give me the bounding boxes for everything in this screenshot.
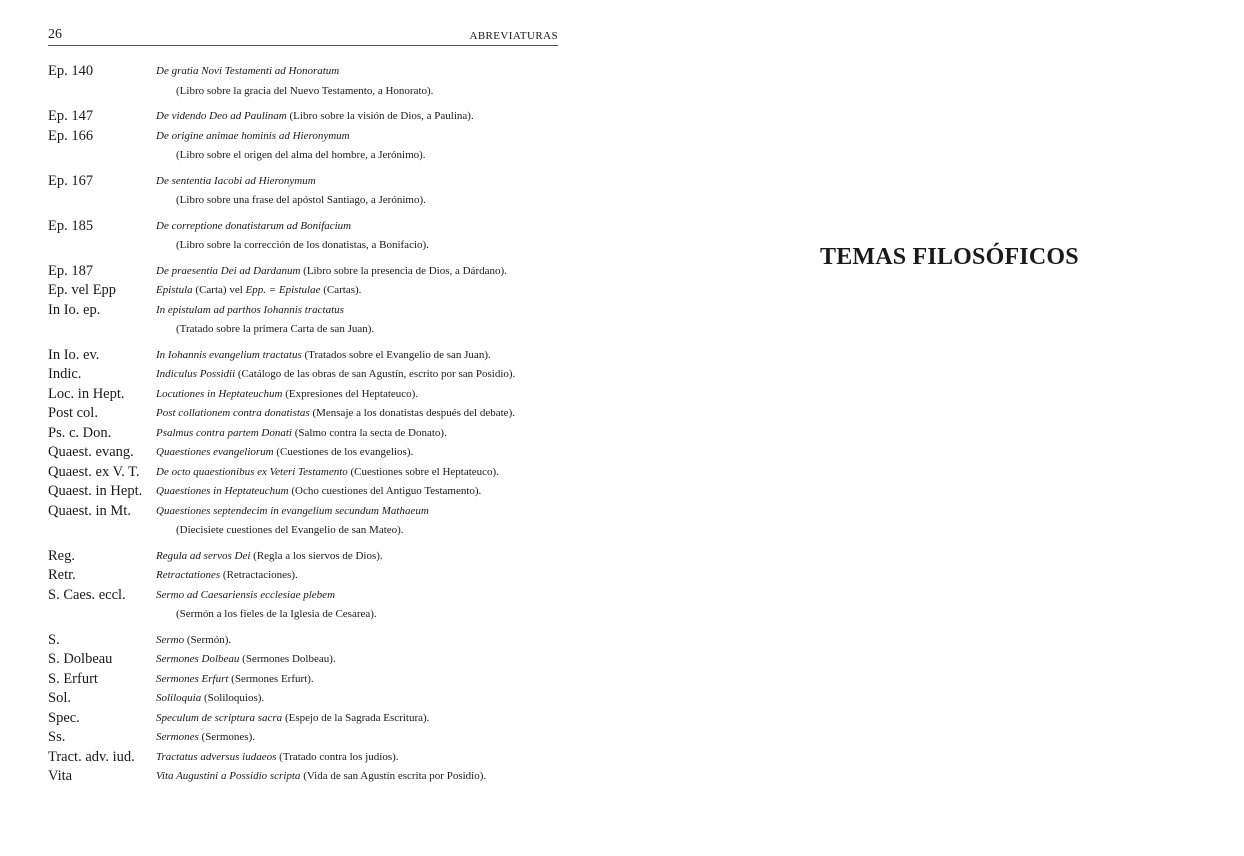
work-title: In Iohannis evangelium tractatus [156,348,302,361]
work-title: Sermones Erfurt [156,672,229,685]
abbreviation-entry [48,670,558,690]
work-translation-continued: (Libro sobre la gracia del Nuevo Testamento, a Honorato). [176,84,434,97]
work-title: Locutiones in Heptateuchum [156,387,283,400]
work-title: Vita Augustini a Possidio scripta [156,770,301,782]
work-description [156,767,556,787]
abbreviation-entry [48,547,558,567]
abbreviation: Vita [48,768,73,784]
abbreviation: In Io. ev. [48,346,100,363]
work-description [156,547,556,567]
work-title: Sermo [156,633,185,646]
abbreviation-entry [48,107,558,127]
abbreviation: Ep. 167 [48,172,94,189]
abbreviation: Indic. [48,366,82,382]
work-title: Quaestiones in Heptateuchum [156,485,289,497]
abbreviation-entry [48,728,558,748]
work-description [156,443,556,463]
work-title: De gratia Novi Testamenti ad Honoratum [156,65,340,77]
work-description [156,566,556,586]
abbreviation: S. Caes. eccl. [48,586,126,603]
work-description [156,631,556,651]
abbreviation-entry [48,631,558,651]
abbreviation-entry [48,172,558,211]
abbreviation: Ps. c. Don. [48,424,112,441]
abbreviation-entry [48,404,558,424]
abbreviation-entry [48,346,558,366]
right-page [620,0,1240,856]
work-translation: (Mensaje a los donatistas después del debate). [312,407,515,419]
work-translation: (Ocho cuestiones del Antiguo Testamento). [291,485,482,497]
work-title: Regula ad servos Dei [156,549,251,562]
work-description [156,62,556,101]
abbreviation: Ep. 166 [48,127,94,144]
work-title: Tractatus adversus iudaeos [156,750,277,763]
work-translation: (Tratado contra los judíos). [279,750,399,763]
work-description [156,404,556,424]
abbreviation: Ep. 185 [48,217,94,234]
work-description [156,586,556,625]
work-description [156,262,556,282]
work-translation-continued: (Diecisiete cuestiones del Evangelio de san Mateo). [176,524,404,536]
work-title: De correptione donatistarum ad Bonifacium [156,219,352,232]
abbreviation-entry [48,424,558,444]
abbreviation-entry [48,482,558,502]
abbreviation: Ep. 187 [48,262,94,279]
abbreviation-entry [48,566,558,586]
work-title: Sermones [156,731,199,743]
work-translation: (Sermón). [186,633,232,646]
abbreviation-entry [48,586,558,625]
work-title: Psalmus contra partem Donati [156,426,292,439]
abbreviation: S. [48,631,60,648]
abbreviation: Post col. [48,405,98,421]
work-description [156,463,556,483]
abbreviation: Quaest. evang. [48,444,134,460]
work-translation: (Salmo contra la secta de Donato). [294,426,447,439]
work-translation: (Regla a los siervos de Dios). [253,549,383,562]
abbreviation-entry [48,748,558,768]
work-description [156,728,556,748]
abbreviation-entry [48,650,558,670]
abbreviation-entry [48,385,558,405]
work-translation: (Espejo de la Sagrada Escritura). [284,711,430,724]
work-description [156,424,556,444]
work-title: Sermo ad Caesariensis ecclesiae plebem [156,588,336,601]
work-translation-continued: (Libro sobre una frase del apóstol Santiago, a Jerónimo). [176,194,426,206]
abbreviation-entry [48,281,558,301]
work-translation-continued: (Tratado sobre la primera Carta de san Juan). [176,323,375,335]
work-translation: (Sermones Erfurt). [231,672,314,685]
work-description [156,107,556,127]
page-header [48,24,558,46]
work-translation: (Tratados sobre el Evangelio de san Juan). [304,348,491,361]
work-title: De sententia Iacobi ad Hieronymum [156,174,316,187]
abbreviation: Retr. [48,567,76,583]
abbreviation: Tract. adv. iud. [48,748,135,765]
work-description [156,385,556,405]
abbreviation: Sol. [48,690,71,706]
section-title: TEMAS FILOSÓFICOS [820,244,1079,270]
work-description [156,281,556,301]
work-title: In epistulam ad parthos Iohannis tractatus [156,303,344,316]
abbreviation-entry [48,217,558,256]
work-description [156,689,556,709]
abbreviation: Loc. in Hept. [48,385,125,402]
abbreviation: Quaest. ex V. T. [48,463,140,480]
work-translation: (Libro sobre la visión de Dios, a Paulina). [289,110,474,122]
abbreviation-entry [48,689,558,709]
work-title: De videndo Deo ad Paulinam [156,110,287,122]
abbreviation: In Io. ep. [48,301,101,318]
abbreviation: S. Erfurt [48,670,98,687]
work-description [156,172,556,211]
abbreviation-entry [48,262,558,282]
work-title: Post collationem contra donatistas [156,407,310,419]
abbreviation-entry [48,443,558,463]
work-description [156,650,556,670]
page-number: 26 [48,27,62,42]
work-title: Quaestiones evangeliorum [156,446,274,458]
work-translation: (Retractaciones). [222,569,298,581]
work-translation: (Sermones). [201,731,255,743]
abbreviation: Ss. [48,729,66,745]
work-title: Quaestiones septendecim in evangelium secundum Mathaeum [156,504,429,517]
work-title: Retractationes [156,569,221,581]
work-translation: (Libro sobre la presencia de Dios, a Dárdano). [303,264,507,277]
abbreviation-entry [48,502,558,541]
work-title: Speculum de scriptura sacra [156,711,283,724]
abbreviation-entry [48,127,558,166]
work-title: Sermones Dolbeau [156,653,240,665]
work-description [156,301,556,340]
work-translation: (Vida de san Agustín escrita por Posidio). [303,770,487,782]
abbreviation: Quaest. in Mt. [48,502,131,519]
work-description [156,217,556,256]
work-translation: (Catálogo de las obras de san Agustín, escrito por san Posidio). [237,368,516,380]
work-title: De origine animae hominis ad Hieronymum [156,129,350,142]
work-description [156,365,556,385]
abbreviations-list [48,62,558,787]
left-page [48,24,558,787]
work-title: Soliloquia [156,692,202,704]
abbreviation-entry [48,301,558,340]
work-translation-continued: (Libro sobre la corrección de los donatistas, a Bonifacio). [176,239,429,251]
work-translation: (Cuestiones de los evangelios). [276,446,414,458]
work-translation-continued: (Sermón a los fieles de la Iglesia de Cesarea). [176,608,377,620]
work-title: Epistula [156,284,193,296]
abbreviation: Spec. [48,709,80,726]
work-translation: (Carta) vel Epp. = Epistulae (Cartas). [195,284,362,296]
abbreviation-entry [48,62,558,101]
abbreviation: S. Dolbeau [48,651,113,667]
abbreviation: Ep. 140 [48,63,94,79]
work-translation: (Cuestiones sobre el Heptateuco). [350,465,499,478]
abbreviation: Ep. vel Epp [48,282,117,298]
work-title: De octo quaestionibus ex Veteri Testamento [156,465,348,478]
work-translation-continued: (Libro sobre el origen del alma del hombre, a Jerónimo). [176,149,426,161]
work-title: De praesentia Dei ad Dardanum [156,264,301,277]
abbreviation-entry [48,463,558,483]
work-description [156,670,556,690]
work-description [156,709,556,729]
work-description [156,127,556,166]
abbreviation: Reg. [48,547,75,564]
abbreviation-entry [48,767,558,787]
work-description [156,502,556,541]
work-description [156,346,556,366]
work-title: Indiculus Possidii [156,368,236,380]
work-translation: (Expresiones del Heptateuco). [285,387,419,400]
work-translation: (Sermones Dolbeau). [242,653,336,665]
abbreviation: Ep. 147 [48,108,94,124]
work-translation: (Soliloquios). [203,692,265,704]
abbreviation: Quaest. in Hept. [48,483,143,499]
work-description [156,748,556,768]
abbreviation-entry [48,365,558,385]
running-head: ABREVIATURAS [469,30,558,42]
work-description [156,482,556,502]
abbreviation-entry [48,709,558,729]
